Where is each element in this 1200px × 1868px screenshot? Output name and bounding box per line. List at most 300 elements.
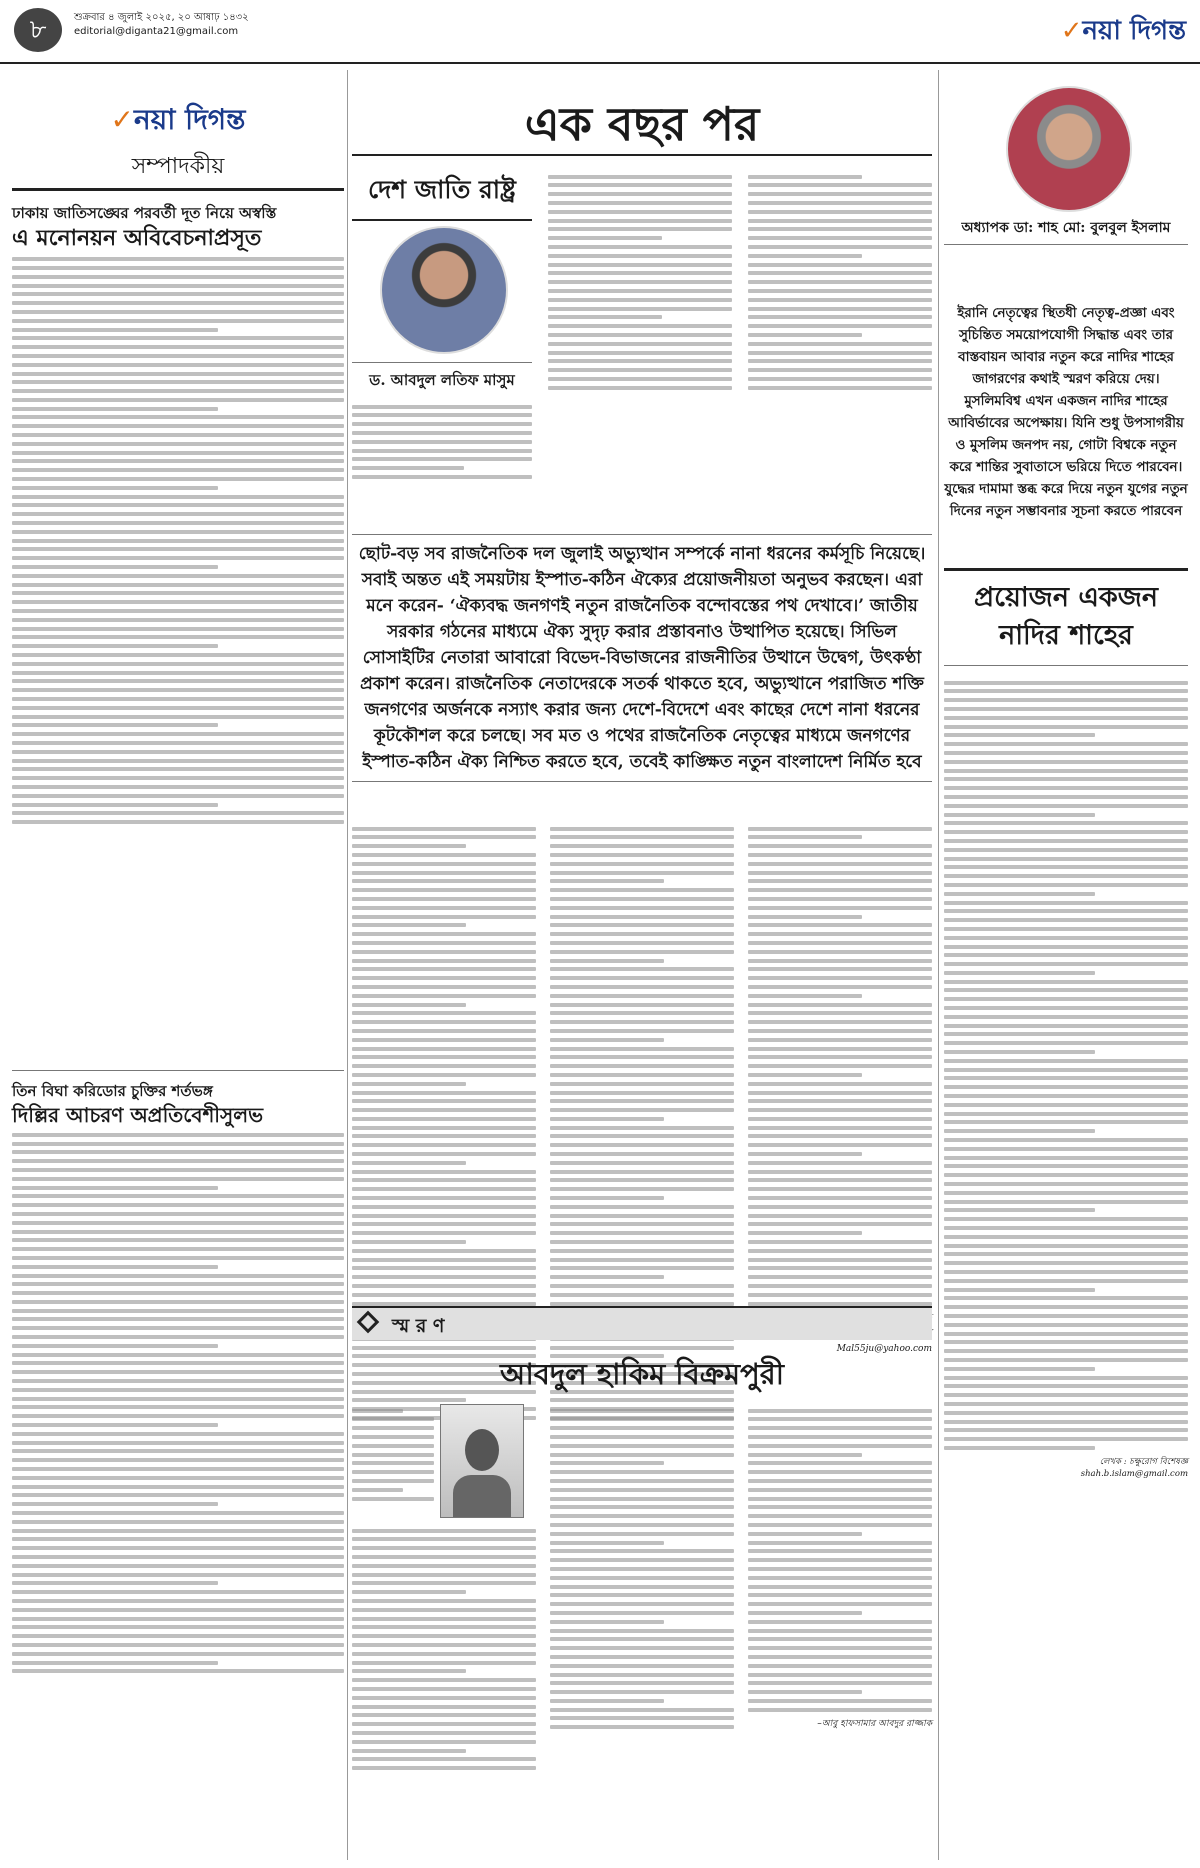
- text-line: [748, 985, 932, 989]
- text-line: [550, 1453, 734, 1457]
- text-line: [550, 976, 734, 980]
- text-line: [944, 1006, 1188, 1010]
- text-line: [352, 1091, 536, 1095]
- text-line: [944, 945, 1188, 949]
- text-line: [352, 1731, 536, 1735]
- text-line: [352, 1625, 536, 1629]
- text-line: [748, 201, 932, 205]
- text-line: [944, 1129, 1095, 1133]
- text-line: [944, 1279, 1188, 1283]
- text-line: [352, 1346, 536, 1350]
- column-byline-email[interactable]: Mal55ju@yahoo.com: [836, 1344, 932, 1355]
- text-line: [548, 342, 732, 346]
- text-line: [352, 932, 536, 936]
- text-line: [550, 1690, 734, 1694]
- text-line: [550, 1293, 734, 1297]
- text-line: [748, 1593, 932, 1597]
- text-line: [12, 653, 344, 657]
- opinion-headline[interactable]: প্রয়োজন একজন নাদির শাহের: [944, 568, 1188, 666]
- text-line: [748, 1576, 932, 1580]
- obituary-title[interactable]: আবদুল হাকিম বিক্রমপুরী: [499, 1357, 785, 1391]
- text-line: [748, 289, 932, 293]
- text-line: [748, 1108, 932, 1112]
- text-line: [944, 1191, 1188, 1195]
- text-line: [550, 1258, 734, 1262]
- text-line: [944, 1041, 1188, 1045]
- author-photo: [380, 226, 508, 354]
- text-line: [12, 433, 344, 437]
- text-line: [352, 1444, 434, 1448]
- text-line: [548, 280, 732, 284]
- text-line: [12, 1511, 344, 1515]
- text-line: [352, 827, 536, 831]
- text-line: [12, 486, 218, 490]
- editorial-masthead: [12, 98, 344, 186]
- text-line: [352, 871, 536, 875]
- text-line: [12, 310, 344, 314]
- text-line: [352, 1064, 536, 1068]
- text-line: [944, 804, 1188, 808]
- text-line: [550, 1187, 734, 1191]
- text-line: [12, 1458, 344, 1462]
- text-line: [352, 413, 532, 417]
- text-line: [352, 1187, 536, 1191]
- text-line: [548, 236, 662, 240]
- text-line: [944, 839, 1188, 843]
- text-line: [352, 1590, 466, 1594]
- text-line: [352, 1178, 536, 1182]
- text-line: [944, 1015, 1188, 1019]
- text-line: [550, 1673, 734, 1677]
- obituary-body-part: [748, 1404, 932, 1731]
- text-line: [944, 1393, 1188, 1397]
- text-line: [550, 1435, 734, 1439]
- text-line: [748, 1505, 932, 1509]
- text-line: [12, 715, 344, 719]
- text-line: [12, 1397, 344, 1401]
- text-line: [12, 1230, 344, 1234]
- text-line: [944, 1402, 1188, 1406]
- text-line: [748, 1214, 932, 1218]
- text-line: [550, 1214, 734, 1218]
- text-line: [748, 307, 932, 311]
- text-line: [12, 1520, 344, 1524]
- text-line: [944, 1032, 1188, 1036]
- text-line: [12, 301, 344, 305]
- text-line: [12, 1274, 344, 1278]
- text-line: [352, 440, 532, 444]
- text-line: [944, 901, 1188, 905]
- text-line: [748, 853, 932, 857]
- text-line: [550, 1611, 734, 1615]
- text-line: [550, 1249, 734, 1253]
- text-line: [748, 333, 862, 337]
- text-line: [550, 1240, 734, 1244]
- text-line: [12, 609, 344, 613]
- text-line: [12, 398, 344, 402]
- text-line: [12, 1493, 344, 1497]
- text-line: [548, 227, 732, 231]
- text-line: [548, 315, 662, 319]
- text-line: [550, 888, 734, 892]
- text-line: [748, 1417, 932, 1421]
- opinion-author-photo: [1006, 86, 1132, 212]
- text-line: [12, 1608, 344, 1612]
- text-line: [12, 1177, 344, 1181]
- text-line: [352, 1258, 536, 1262]
- text-line: [550, 853, 734, 857]
- text-line: [944, 1085, 1188, 1089]
- text-line: [748, 1611, 862, 1615]
- text-line: [550, 915, 734, 919]
- text-line: [550, 1266, 734, 1270]
- text-line: [12, 1291, 344, 1295]
- text-line: [550, 1664, 734, 1668]
- text-line: [352, 853, 536, 857]
- text-line: [352, 1275, 536, 1279]
- text-line: [748, 950, 932, 954]
- diamond-icon: [357, 1311, 380, 1334]
- text-line: [550, 1523, 734, 1527]
- text-line: [12, 266, 344, 270]
- text-line: [352, 1766, 536, 1770]
- text-line: [944, 1208, 1095, 1212]
- text-line: [748, 1240, 932, 1244]
- text-line: [748, 1409, 932, 1413]
- text-line: [12, 741, 344, 745]
- text-line: [944, 1305, 1188, 1309]
- logo-mark-icon: ✓: [1060, 16, 1083, 46]
- text-line: [352, 1417, 434, 1421]
- text-line: [748, 1205, 932, 1209]
- text-line: [12, 600, 344, 604]
- text-line: [12, 1555, 344, 1559]
- text-line: [748, 1099, 932, 1103]
- text-line: [12, 495, 344, 499]
- text-line: [748, 298, 932, 302]
- opinion-byline: লেখক : চক্ষুরোগ বিশেষজ্ঞ: [1099, 1456, 1188, 1467]
- text-line: [748, 879, 932, 883]
- text-line: [12, 1581, 218, 1585]
- text-line: [748, 1055, 932, 1059]
- text-line: [748, 1558, 932, 1562]
- article-kicker: ঢাকায় জাতিসঙ্ঘের পরবর্তী দূত নিয়ে অস্বস্তি: [12, 204, 277, 222]
- text-line: [550, 923, 734, 927]
- text-line: [352, 1461, 434, 1465]
- text-line: [748, 210, 932, 214]
- text-line: [352, 1117, 536, 1121]
- text-line: [944, 1200, 1188, 1204]
- text-line: [748, 1161, 932, 1165]
- text-line: [12, 1168, 344, 1172]
- text-line: [550, 1708, 734, 1712]
- opinion-author-name: অধ্যাপক ডা: শাহ মো: বুলবুল ইসলাম: [944, 218, 1188, 245]
- text-line: [944, 786, 1188, 790]
- text-line: [352, 879, 536, 883]
- text-line: [944, 1112, 1188, 1116]
- text-line: [12, 521, 344, 525]
- text-line: [748, 1187, 932, 1191]
- article-headline[interactable]: এ মনোনয়ন অবিবেচনাপ্রসূত: [12, 224, 262, 251]
- editorial-email[interactable]: editorial@diganta21@gmail.com: [74, 26, 239, 37]
- text-line: [748, 1435, 932, 1439]
- column-divider: [938, 70, 939, 1860]
- text-line: [352, 1231, 536, 1235]
- text-line: [550, 1514, 734, 1518]
- text-line: [550, 1126, 734, 1130]
- column-body-part: [352, 400, 532, 484]
- text-line: [748, 959, 932, 963]
- text-line: [12, 380, 344, 384]
- text-line: [352, 431, 532, 435]
- opinion-byline-email[interactable]: shah.b.islam@gmail.com: [1080, 1468, 1188, 1479]
- text-line: [748, 1541, 932, 1545]
- text-line: [352, 1652, 536, 1656]
- text-line: [12, 1309, 344, 1313]
- text-line: [550, 1178, 734, 1182]
- text-line: [944, 1182, 1188, 1186]
- text-line: [944, 1156, 1188, 1160]
- text-line: [12, 785, 344, 789]
- text-line: [748, 386, 932, 390]
- text-line: [12, 1661, 218, 1665]
- text-line: [748, 342, 932, 346]
- text-line: [352, 1214, 536, 1218]
- text-line: [944, 971, 1095, 975]
- text-line: [550, 1541, 664, 1545]
- text-line: [12, 1133, 344, 1137]
- text-line: [12, 415, 344, 419]
- text-line: [548, 219, 732, 223]
- page-number: ৮: [14, 8, 62, 52]
- article-headline[interactable]: দিল্লির আচরণ অপ্রতিবেশীসুলভ: [12, 1102, 264, 1127]
- opinion-pull-quote: ইরানি নেতৃত্বের স্থিতধী নেতৃত্ব-প্রজ্ঞা এবং সুচিন্তিত সময়োপযোগী সিদ্ধান্ত এবং তার বাস্তবায়ন আবার নতুন করে নাদির শাহের জাগরণের কথাই স্মরণ করিয়ে দেয়। মুসলিমবিশ্ব এখন একজন নাদির শাহের আবির্ভাবের অপেক্ষায়। যিনি শুধু উপসাগরীয় ও মুসলিম জনপদ নয়, গোটা বিশ্বকে নতুন করে শান্তির সুবাতাসে ভরিয়ে দিতে পারবেন। যুদ্ধের দামামা স্তব্ধ করে দিয়ে নতুন যুগের নতুন দিনের নতুন সম্ভাবনার সূচনা করতে পারবেন: [944, 305, 1188, 519]
- text-line: [944, 716, 1188, 720]
- text-line: [748, 1152, 862, 1156]
- article-kicker: তিন বিঘা করিডোর চুক্তির শর্তভঙ্গ: [12, 1082, 213, 1100]
- text-line: [12, 1142, 344, 1146]
- text-line: [748, 351, 932, 355]
- text-line: [748, 359, 932, 363]
- text-line: [352, 959, 536, 963]
- text-line: [944, 830, 1188, 834]
- text-line: [748, 377, 932, 381]
- text-line: [12, 1344, 218, 1348]
- text-line: [550, 1417, 734, 1421]
- text-line: [12, 1476, 344, 1480]
- text-line: [944, 988, 1188, 992]
- text-line: [548, 359, 732, 363]
- text-line: [352, 1643, 536, 1647]
- text-line: [748, 862, 932, 866]
- text-line: [748, 1196, 932, 1200]
- text-line: [944, 1138, 1188, 1142]
- text-line: [352, 422, 532, 426]
- text-line: [944, 1059, 1188, 1063]
- text-line: [352, 1284, 536, 1288]
- text-line: [748, 1453, 862, 1457]
- text-line: [550, 1222, 734, 1226]
- text-line: [548, 183, 732, 187]
- text-line: [12, 565, 218, 569]
- text-line: [550, 906, 734, 910]
- text-line: [12, 803, 218, 807]
- text-line: [550, 1646, 734, 1650]
- text-line: [12, 1617, 344, 1621]
- text-line: [12, 1159, 344, 1163]
- text-line: [944, 725, 1188, 729]
- text-line: [12, 627, 344, 631]
- text-line: [748, 1091, 932, 1095]
- text-line: [748, 1488, 932, 1492]
- text-line: [748, 1117, 932, 1121]
- text-line: [352, 1537, 536, 1541]
- text-line: [12, 468, 344, 472]
- text-line: [748, 324, 932, 328]
- text-line: [548, 245, 732, 249]
- text-line: [352, 1029, 536, 1033]
- text-line: [12, 1247, 344, 1251]
- text-line: [748, 1470, 932, 1474]
- text-line: [550, 1576, 734, 1580]
- text-line: [748, 1170, 932, 1174]
- text-line: [352, 1409, 403, 1413]
- text-line: [550, 1275, 664, 1279]
- text-line: [944, 918, 1188, 922]
- text-line: [550, 1082, 734, 1086]
- text-line: [944, 1094, 1188, 1098]
- text-line: [550, 897, 734, 901]
- article-body: [12, 1133, 344, 1674]
- text-line: [550, 994, 734, 998]
- text-line: [550, 1461, 664, 1465]
- text-line: [944, 1349, 1188, 1353]
- text-line: [12, 1652, 344, 1656]
- text-line: [748, 219, 932, 223]
- text-line: [748, 175, 862, 179]
- text-line: [352, 1757, 536, 1761]
- text-line: [352, 1696, 536, 1700]
- text-line: [944, 997, 1188, 1001]
- text-line: [748, 1497, 932, 1501]
- text-line: [748, 941, 932, 945]
- text-line: [12, 530, 344, 534]
- obituary-body-part: [550, 1404, 734, 1734]
- divider: [12, 188, 344, 191]
- text-line: [352, 475, 532, 479]
- text-line: [352, 1555, 536, 1559]
- text-line: [550, 1620, 664, 1624]
- date-line: শুক্রবার ৪ জুলাই ২০২৫, ২০ আষাঢ় ১৪৩২: [74, 12, 249, 23]
- text-line: [352, 1617, 536, 1621]
- text-line: [12, 1449, 344, 1453]
- divider: [352, 154, 932, 156]
- text-line: [748, 1249, 932, 1253]
- text-line: [12, 1467, 344, 1471]
- text-line: [944, 1270, 1188, 1274]
- text-line: [352, 1581, 536, 1585]
- text-line: [550, 1716, 734, 1720]
- text-line: [550, 1505, 734, 1509]
- text-line: [352, 1073, 536, 1077]
- page-header: [0, 0, 1200, 64]
- text-line: [548, 175, 732, 179]
- text-line: [12, 759, 344, 763]
- text-line: [352, 950, 536, 954]
- text-line: [748, 1126, 932, 1130]
- text-line: [352, 1678, 536, 1682]
- text-line: [748, 827, 932, 831]
- text-line: [944, 1050, 1095, 1054]
- text-line: [12, 750, 344, 754]
- opinion-body: [944, 676, 1188, 1479]
- text-line: [550, 1029, 734, 1033]
- text-line: [748, 888, 932, 892]
- text-line: [944, 1024, 1188, 1028]
- text-line: [12, 1441, 344, 1445]
- text-line: [12, 1282, 344, 1286]
- text-line: [12, 451, 344, 455]
- column-body-part: [748, 822, 932, 1354]
- column-title[interactable]: এক বছর পর: [524, 97, 760, 151]
- text-line: [748, 1134, 932, 1138]
- text-line: [550, 1426, 734, 1430]
- text-line: [12, 284, 344, 288]
- editorial-section-title: সম্পাদকীয়: [131, 154, 225, 179]
- text-line: [944, 883, 1188, 887]
- text-line: [12, 1423, 218, 1427]
- text-line: [944, 1384, 1188, 1388]
- text-line: [12, 328, 218, 332]
- text-line: [550, 871, 734, 875]
- text-line: [12, 336, 344, 340]
- text-line: [550, 862, 734, 866]
- text-line: [550, 1231, 734, 1235]
- text-line: [352, 1134, 536, 1138]
- smaran-bar: [352, 1306, 932, 1340]
- text-line: [944, 857, 1188, 861]
- text-line: [12, 1212, 344, 1216]
- text-line: [944, 1420, 1188, 1424]
- text-line: [352, 1488, 403, 1492]
- text-line: [748, 1011, 932, 1015]
- text-line: [748, 1549, 932, 1553]
- text-line: [12, 1379, 344, 1383]
- text-line: [12, 1317, 344, 1321]
- text-line: [748, 1602, 932, 1606]
- text-line: [748, 1567, 932, 1571]
- text-line: [550, 1020, 734, 1024]
- text-line: [748, 1461, 932, 1465]
- text-line: [550, 1091, 734, 1095]
- text-line: [550, 1602, 734, 1606]
- text-line: [550, 1152, 734, 1156]
- text-line: [550, 941, 734, 945]
- text-line: [12, 1546, 344, 1550]
- text-line: [550, 1143, 734, 1147]
- text-line: [748, 192, 932, 196]
- text-line: [550, 1444, 734, 1448]
- text-line: [550, 1585, 734, 1589]
- text-line: [12, 1599, 344, 1603]
- text-line: [12, 512, 344, 516]
- text-line: [550, 1073, 734, 1077]
- text-line: [352, 1634, 536, 1638]
- text-line: [352, 985, 536, 989]
- text-line: [748, 1258, 932, 1262]
- text-line: [352, 1564, 536, 1568]
- text-line: [12, 1335, 344, 1339]
